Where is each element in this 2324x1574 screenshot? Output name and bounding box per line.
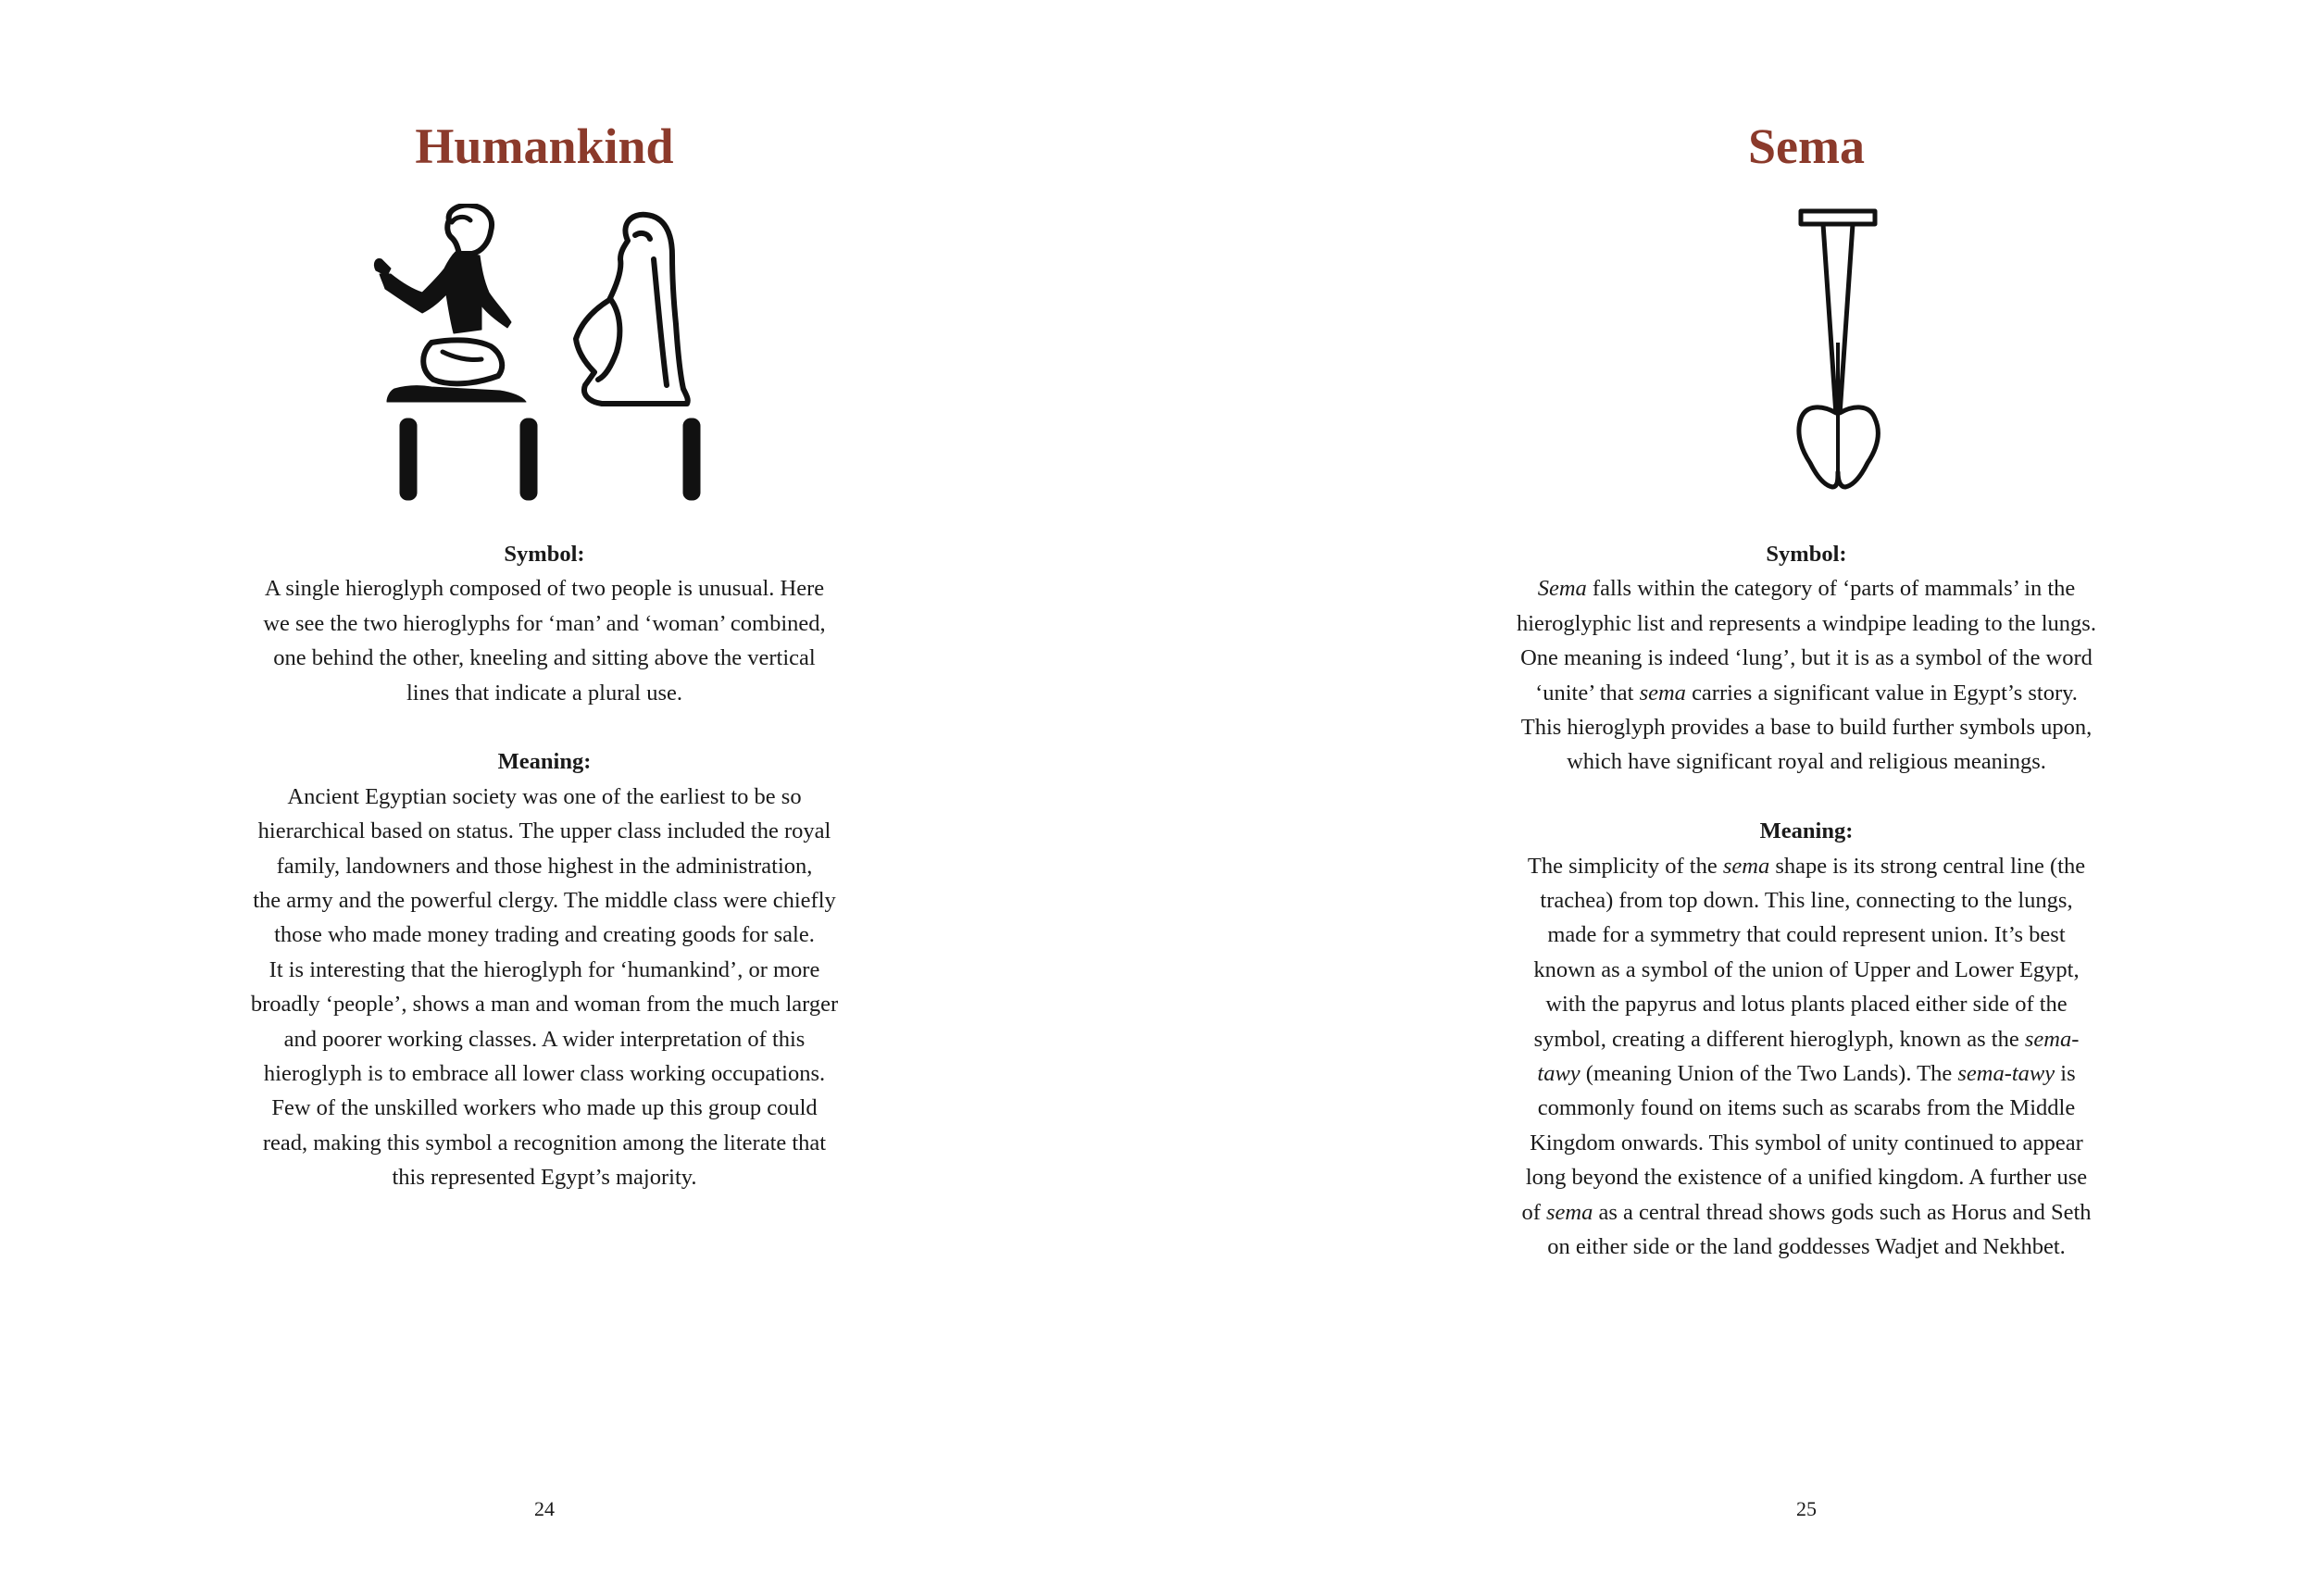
humankind-hieroglyph-icon (343, 204, 741, 505)
text-line: and poorer working classes. A wider interpretation of this (283, 1026, 806, 1052)
text-line: hierarchical based on status. The upper class included the royal (257, 818, 831, 844)
symbol-heading: Symbol: (504, 542, 585, 567)
right-page (1162, 0, 2324, 1574)
text-line: the army and the powerful clergy. The middle class were chiefly (253, 888, 836, 914)
text-line: Ancient Egyptian society was one of the earliest to be so (287, 783, 802, 809)
text-line: hieroglyphic list and represents a windpipe leading to the lungs. (1517, 610, 2096, 636)
text-line: tawy (meaning Union of the Two Lands). The sema-tawy is (1537, 1061, 2076, 1087)
text-line: with the papyrus and lotus plants placed either side of the (1545, 992, 2068, 1018)
text-line: A single hieroglyph composed of two people is unusual. Here (264, 576, 825, 602)
sema-windpipe-lungs-icon (1755, 204, 1921, 509)
text-line: read, making this symbol a recognition among the literate that (262, 1130, 827, 1156)
text-line: Sema falls within the category of ‘parts of mammals’ in the (1537, 576, 2076, 602)
text-block (1482, 537, 2130, 1265)
symbol-paragraph (1482, 571, 2130, 779)
meaning-heading: Meaning: (497, 749, 592, 775)
text-line: known as a symbol of the union of Upper and Lower Egypt, (1533, 956, 2080, 982)
text-line: trachea) from top down. This line, connecting to the lungs, (1540, 888, 2073, 914)
page-title: Sema (1748, 119, 1865, 174)
meaning-paragraph (1482, 849, 2130, 1265)
text-line: One meaning is indeed ‘lung’, but it is as a symbol of the word (1520, 645, 2093, 671)
text-line: The simplicity of the sema shape is its strong central line (the (1527, 853, 2086, 879)
symbol-paragraph (220, 571, 868, 710)
text-line: Kingdom onwards. This symbol of unity continued to appear (1530, 1130, 2083, 1156)
text-line: broadly ‘people’, shows a man and woman from the much larger (250, 992, 839, 1018)
text-line: on either side or the land goddesses Wadjet and Nekhbet. (1547, 1234, 2066, 1260)
text-block (220, 537, 868, 1195)
text-line: this represented Egypt’s majority. (392, 1165, 697, 1191)
text-line: symbol, creating a different hieroglyph, known as the sema- (1533, 1026, 2080, 1052)
text-line: This hieroglyph provides a base to build further symbols upon, (1520, 715, 2093, 741)
meaning-heading: Meaning: (1759, 818, 1854, 844)
text-line: which have significant royal and religious meanings. (1567, 749, 2046, 775)
text-line: those who made money trading and creating goods for sale. (274, 922, 815, 948)
text-line: lines that indicate a plural use. (406, 680, 682, 706)
text-line: long beyond the existence of a unified kingdom. A further use (1525, 1165, 2088, 1191)
text-line: commonly found on items such as scarabs from the Middle (1537, 1095, 2076, 1121)
page-number: 24 (534, 1497, 555, 1520)
text-line: ‘unite’ that sema carries a significant value in Egypt’s story. (1535, 680, 2078, 706)
text-line: hieroglyph is to embrace all lower class working occupations. (263, 1061, 826, 1087)
text-line: made for a symmetry that could represent union. It’s best (1547, 922, 2066, 948)
page-number: 25 (1796, 1497, 1817, 1520)
text-line: Few of the unskilled workers who made up this group could (271, 1095, 818, 1121)
text-line: It is interesting that the hieroglyph for ‘humankind’, or more (269, 956, 820, 982)
text-line: family, landowners and those highest in the administration, (276, 853, 813, 879)
text-line: one behind the other, kneeling and sitting above the vertical (273, 645, 816, 671)
text-line: we see the two hieroglyphs for ‘man’ and ‘woman’ combined, (263, 610, 826, 636)
symbol-heading: Symbol: (1766, 542, 1847, 567)
page-title: Humankind (415, 119, 674, 174)
text-line: of sema as a central thread shows gods such as Horus and Seth (1521, 1199, 2092, 1225)
meaning-paragraph (220, 780, 868, 1195)
